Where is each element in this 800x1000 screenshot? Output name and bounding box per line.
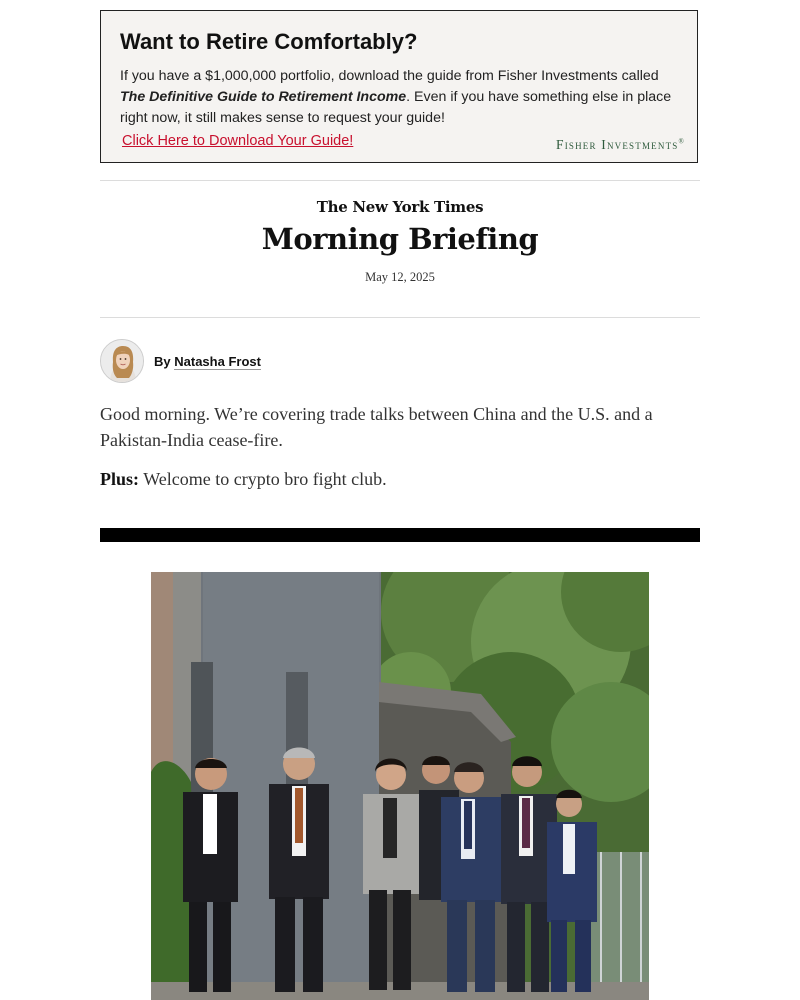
plus-text: Welcome to crypto bro fight club. (139, 469, 387, 489)
download-guide-link[interactable]: Click Here to Download Your Guide! (122, 133, 354, 149)
byline-prefix: By (154, 353, 171, 369)
ad-brand-name: Fisher Investments (555, 137, 679, 152)
byline (100, 338, 261, 384)
nyt-logo[interactable]: The New York Times (316, 198, 484, 216)
trade-talks-photo (151, 572, 649, 1000)
fisher-ad-banner[interactable] (100, 10, 698, 163)
fisher-investments-logo (556, 137, 685, 153)
section-divider-bar (100, 528, 700, 542)
byline-text (154, 354, 261, 369)
newsletter-title: Morning Briefing (261, 222, 539, 256)
ad-headline: Want to Retire Comfortably? (120, 29, 418, 54)
intro-paragraph: Good morning. We’re covering trade talks between China and the U.S. and a Pakistan-India cease-fire. (100, 404, 653, 450)
newsletter-date: May 12, 2025 (365, 270, 435, 284)
divider-top (100, 180, 700, 181)
author-portrait-icon (101, 340, 144, 383)
ad-body-line-2: . Even if you have something else in place (406, 89, 672, 105)
author-link[interactable]: Natasha Frost (174, 353, 261, 369)
plus-label: Plus: (100, 469, 140, 489)
plus-paragraph (100, 466, 700, 492)
ad-body-line-3: right now, it still makes sense to request your guide! (120, 110, 445, 126)
ad-guide-title: The Definitive Guide to Retirement Income (120, 89, 407, 105)
newsletter-masthead (100, 198, 700, 285)
author-avatar[interactable] (100, 339, 144, 383)
divider-masthead (100, 317, 700, 318)
ad-body-text (120, 66, 680, 129)
ad-body-line-1: If you have a $1,000,000 portfolio, download the guide from Fisher Investments called (120, 68, 659, 84)
lead-photo[interactable] (151, 572, 649, 1000)
ad-brand-mark: ® (678, 137, 685, 146)
